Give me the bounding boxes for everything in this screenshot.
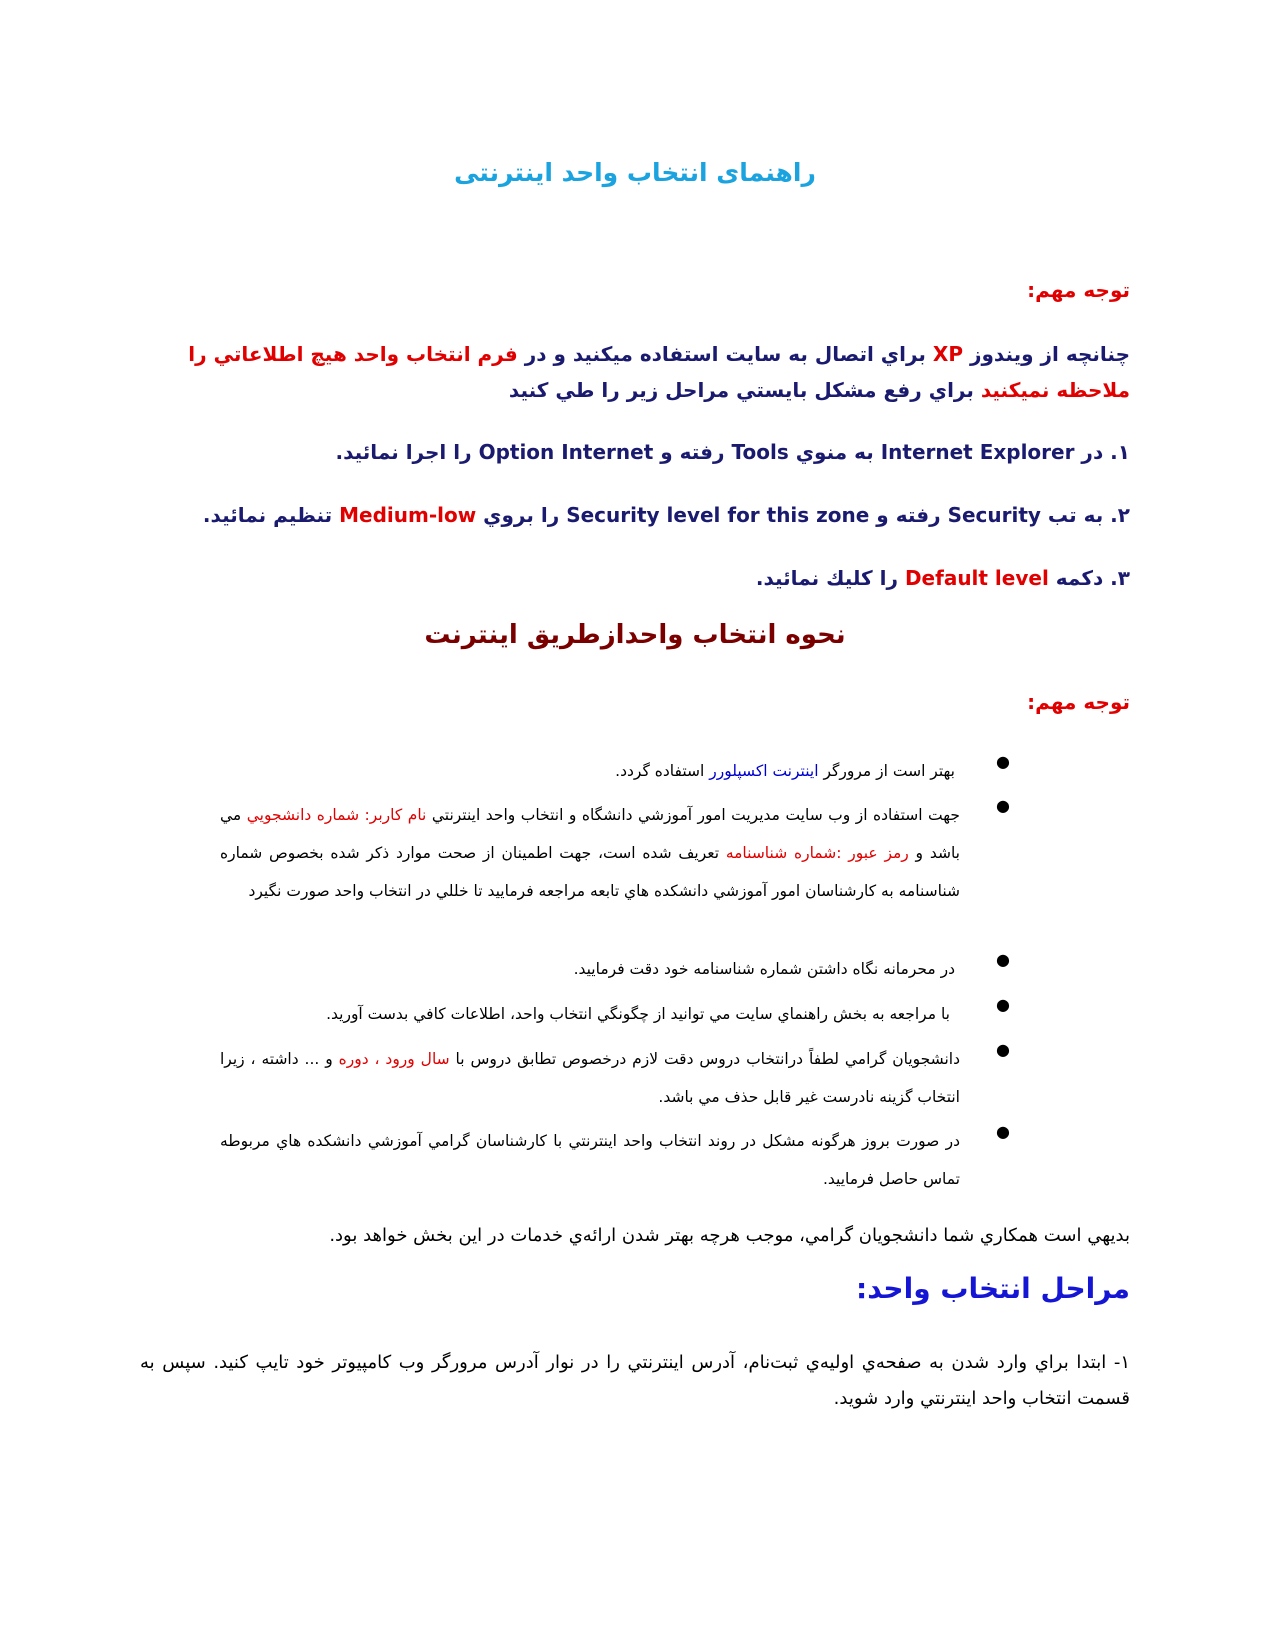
- step-3-number: ۳.: [1103, 566, 1130, 590]
- intro-highlight: فرم انتخاب واحد هيچ اطلاعاتي را ملاحظه نميكنيد: [188, 342, 1130, 402]
- step-3-term-default-level: Default level: [904, 566, 1049, 590]
- bullet-2-text-2: مي باشد و: [220, 806, 960, 862]
- bullet-2-text-3: تعريف شده است، جهت اطمينان از صحت موارد ذكر شده بخصوص شماره شناسنامه به كارشناسان امور آموزشي دانشكده هاي تابعه مراجعه فرماييد تا خللي در انتخاب واحد صورت نگيرد: [220, 844, 960, 900]
- intro-text-3: براي رفع مشكل بايستي مراحل زير را طي كنيد: [508, 378, 981, 402]
- step-3-text: دكمه: [1048, 566, 1104, 590]
- step-2-text: را بروي: [476, 503, 567, 527]
- intro-text-2: براي اتصال به سايت استفاده ميكنيد و در: [517, 342, 933, 366]
- step-2-number: ۲.: [1103, 503, 1130, 527]
- bullet-text: [215, 752, 955, 790]
- closing-paragraph: بديهي است همكاري شما دانشجويان گرامي، موجب هرچه بهتر شدن ارائه‌ي خدمات در اين بخش خواهد بود.: [329, 1225, 1130, 1246]
- bullet-text: [220, 1040, 960, 1116]
- bullet-2-username: نام كاربر: شماره دانشجويي: [246, 806, 427, 824]
- step-2: [140, 503, 1130, 527]
- step-2-term-level: Security level for this zone: [566, 503, 870, 527]
- step-1-term-ie: Internet Explorer: [880, 440, 1075, 464]
- step-1: [140, 440, 1130, 464]
- step-2-term-medium-low: Medium-low: [339, 503, 477, 527]
- bullet-5-entry-year: سال ورود: [385, 1050, 450, 1068]
- intro-paragraph: [140, 336, 1130, 408]
- intro-text-1: چنانچه از ويندوز: [962, 342, 1130, 366]
- bullet-dot: ●: [996, 796, 1010, 815]
- important-note-label-2: توجه مهم:: [1027, 690, 1130, 714]
- step-1-text: در: [1074, 440, 1104, 464]
- step-2-text: به تب: [1040, 503, 1104, 527]
- bullet-2-text-1: جهت استفاده از وب سايت مديريت امور آموزشي دانشگاه و انتخاب واحد اينترنتي: [426, 806, 961, 824]
- section-title: نحوه انتخاب واحدازطريق اينترنت: [424, 620, 846, 650]
- bullet-5-separator: ،: [368, 1050, 386, 1068]
- bullet-6-text: در صورت بروز هرگونه مشكل در روند انتخاب واحد اينترنتي با كارشناسان گرامي آموزشي دانشكده هاي مربوطه تماس حاصل فرماييد.: [220, 1132, 960, 1188]
- bullet-2-password: رمز عبور :شماره شناسنامه: [725, 844, 909, 862]
- step-1-term-tools: Tools: [731, 440, 789, 464]
- step-2-text: تنظيم نمائيد.: [202, 503, 340, 527]
- step-1-number: ۱.: [1103, 440, 1130, 464]
- bullet-dot: ●: [996, 1122, 1010, 1141]
- bullet-3-text: در محرمانه نگاه داشتن شماره شناسنامه خود دقت فرماييد.: [573, 960, 955, 978]
- intro-xp: XP: [932, 342, 963, 366]
- step-1-term-option: Option Internet: [478, 440, 654, 464]
- bullet-1-text-1: بهتر است از مرورگر: [818, 762, 955, 780]
- bullet-4-text: با مراجعه به بخش راهنماي سايت مي توانيد از چگونگي انتخاب واحد، اطلاعات كافي بدست آوريد.: [326, 1005, 950, 1023]
- step-3: [140, 566, 1130, 590]
- step-3-text: را كليك نمائيد.: [755, 566, 905, 590]
- bullet-5-course-period: دوره: [338, 1050, 369, 1068]
- bullet-dot: ●: [996, 995, 1010, 1014]
- step-1-text: به منوي: [788, 440, 881, 464]
- bullet-5-text-3: و ... داشته ، زيرا انتخاب گزينه نادرست غير قابل حذف مي باشد.: [220, 1050, 960, 1106]
- bullet-1-text-2: استفاده گردد.: [615, 762, 710, 780]
- step-2-text: رفته و: [869, 503, 948, 527]
- important-note-label-1: توجه مهم:: [1027, 278, 1130, 302]
- bullet-text: [220, 796, 960, 910]
- bullet-1-browser-name: اینترنت اکسپلورر: [709, 762, 819, 780]
- bullet-dot: ●: [996, 1040, 1010, 1059]
- bullet-5-text-1: دانشجويان گرامي لطفاً درانتخاب دروس دقت لازم درخصوص تطابق دروس با: [449, 1050, 961, 1068]
- step-1-text: رفته و: [653, 440, 732, 464]
- step-1-paragraph: ۱- ابتدا براي وارد شدن به صفحه‌ي اوليه‌ي ثبت‌نام، آدرس اينترنتي را در نوار آدرس مرورگر وب كامپيوتر خود تايپ كنيد. سپس به قسمت انتخاب واحد اينترنتي وارد شويد.: [140, 1352, 1130, 1409]
- bullet-dot: ●: [996, 752, 1010, 771]
- document-title: راهنمای انتخاب واحد اینترنتی: [454, 158, 816, 187]
- bullet-dot: ●: [996, 950, 1010, 969]
- step-2-term-security: Security: [947, 503, 1041, 527]
- step-1-text: را اجرا نمائيد.: [335, 440, 479, 464]
- steps-heading: مراحل انتخاب واحد:: [856, 1272, 1130, 1305]
